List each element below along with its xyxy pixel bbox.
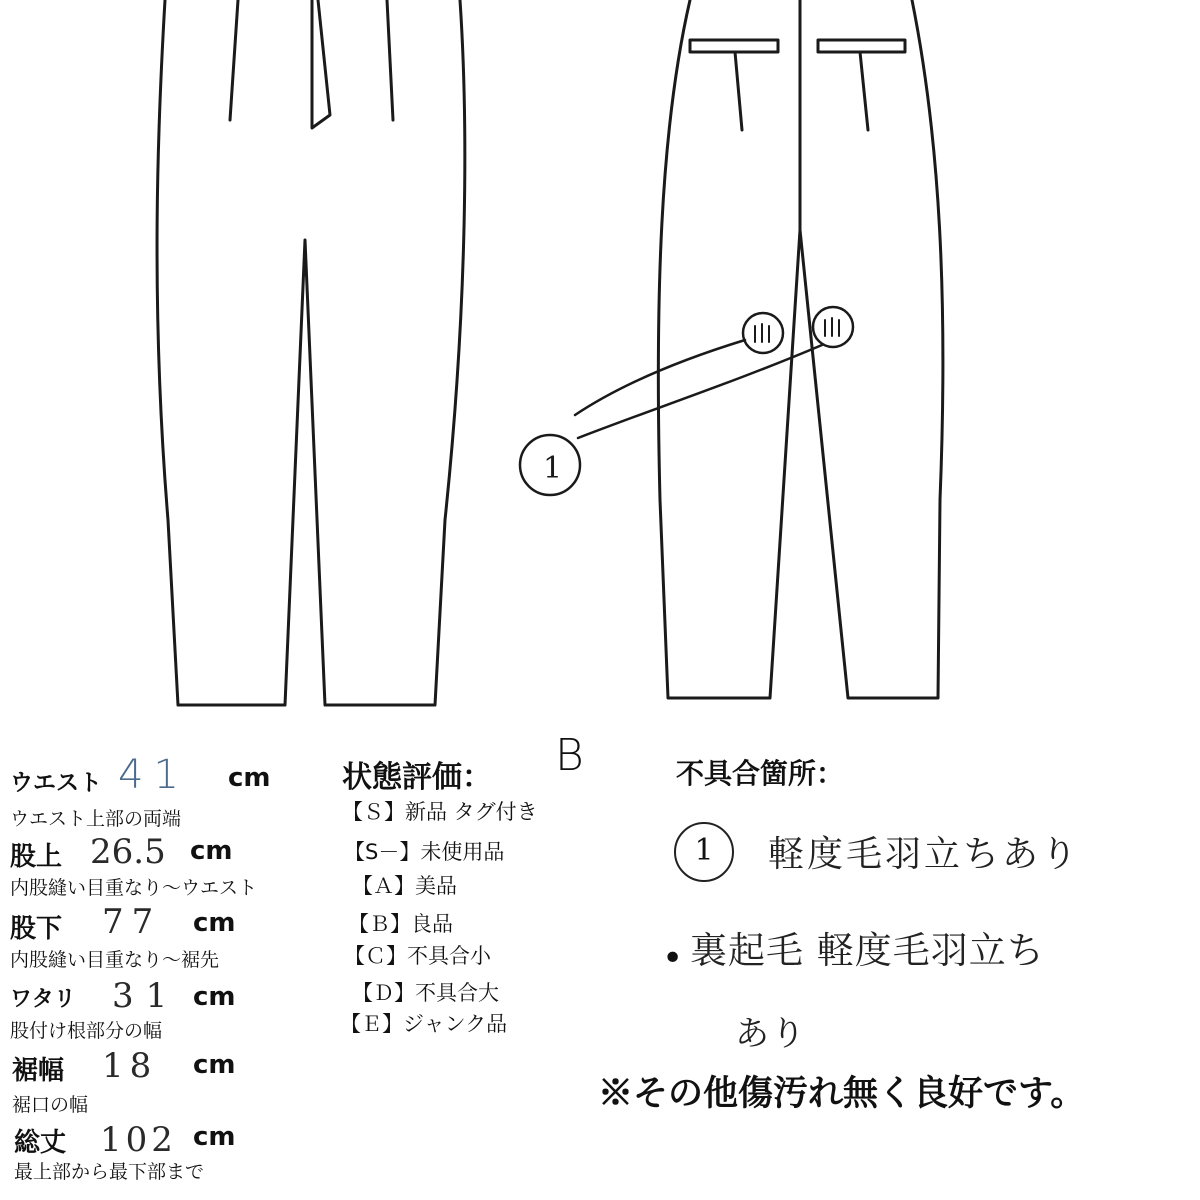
inseam-label: 股下 — [10, 914, 63, 944]
leader-line-upper — [575, 340, 745, 415]
inseam-unit: cm — [193, 908, 236, 938]
waist-value: 41 — [118, 752, 189, 798]
length-unit: cm — [193, 1122, 236, 1152]
rise-value: 26.5 — [90, 832, 166, 872]
hem-label: 裾幅 — [12, 1056, 65, 1086]
inseam-value: 77 — [102, 902, 162, 942]
grade-s: 【Ｓ】新品 タグ付き — [342, 800, 538, 824]
defect-item1-marker-number: 1 — [694, 833, 714, 868]
inseam-desc: 内股縫い目重なり～裾先 — [10, 949, 220, 971]
defect-item2-continued: あり — [735, 1014, 807, 1054]
grade-s-minus: 【S－】未使用品 — [344, 840, 505, 864]
waist-unit: cm — [228, 763, 271, 793]
hem-value: 18 — [102, 1046, 158, 1086]
front-pleat-left — [230, 0, 238, 120]
condition-grade: B — [555, 730, 584, 781]
back-pocket-right — [818, 40, 905, 52]
back-dart-right — [860, 52, 868, 130]
grade-d: 【Ｄ】不具合大 — [352, 981, 499, 1005]
thigh-unit: cm — [193, 982, 236, 1012]
waist-label: ウエスト — [10, 770, 102, 796]
condition-title: 状態評価： — [342, 760, 492, 795]
thigh-label: ワタリ — [10, 987, 76, 1012]
rise-desc: 内股縫い目重なり～ウエスト — [10, 877, 258, 899]
defect-item2-bullet: • — [662, 938, 684, 979]
grade-c: 【Ｃ】不具合小 — [344, 944, 491, 968]
thigh-value: 31 — [112, 976, 180, 1016]
front-pleat-right — [387, 0, 393, 120]
length-desc: 最上部から最下部まで — [14, 1161, 205, 1183]
waist-desc: ウエスト上部の両端 — [10, 808, 182, 830]
defect-item1-text: 軽度毛羽立ちあり — [768, 834, 1081, 875]
defect-marker-strokes-a — [755, 324, 769, 342]
defect-marker-number: 1 — [543, 451, 563, 486]
length-label: 総丈 — [14, 1128, 67, 1158]
defects-title: 不具合箇所： — [676, 757, 845, 790]
rise-unit: cm — [190, 836, 233, 866]
footer-note: ※その他傷汚れ無く良好です。 — [598, 1073, 1086, 1114]
defect-marker-strokes-b — [825, 318, 839, 336]
back-pocket-left — [690, 40, 778, 52]
grade-a: 【Ａ】美品 — [352, 874, 457, 898]
hem-desc: 裾口の幅 — [12, 1094, 89, 1116]
hem-unit: cm — [193, 1050, 236, 1080]
grade-b: 【Ｂ】良品 — [348, 912, 453, 936]
defect-item2-text: 裏起毛 軽度毛羽立ち — [690, 929, 1045, 972]
grade-e: 【Ｅ】ジャンク品 — [340, 1012, 508, 1036]
rise-label: 股上 — [10, 842, 63, 872]
front-fly — [312, 0, 330, 128]
length-value: 102 — [100, 1120, 177, 1160]
defect-item1-marker — [674, 822, 734, 882]
back-dart-left — [735, 52, 742, 130]
thigh-desc: 股付け根部分の幅 — [10, 1020, 163, 1042]
